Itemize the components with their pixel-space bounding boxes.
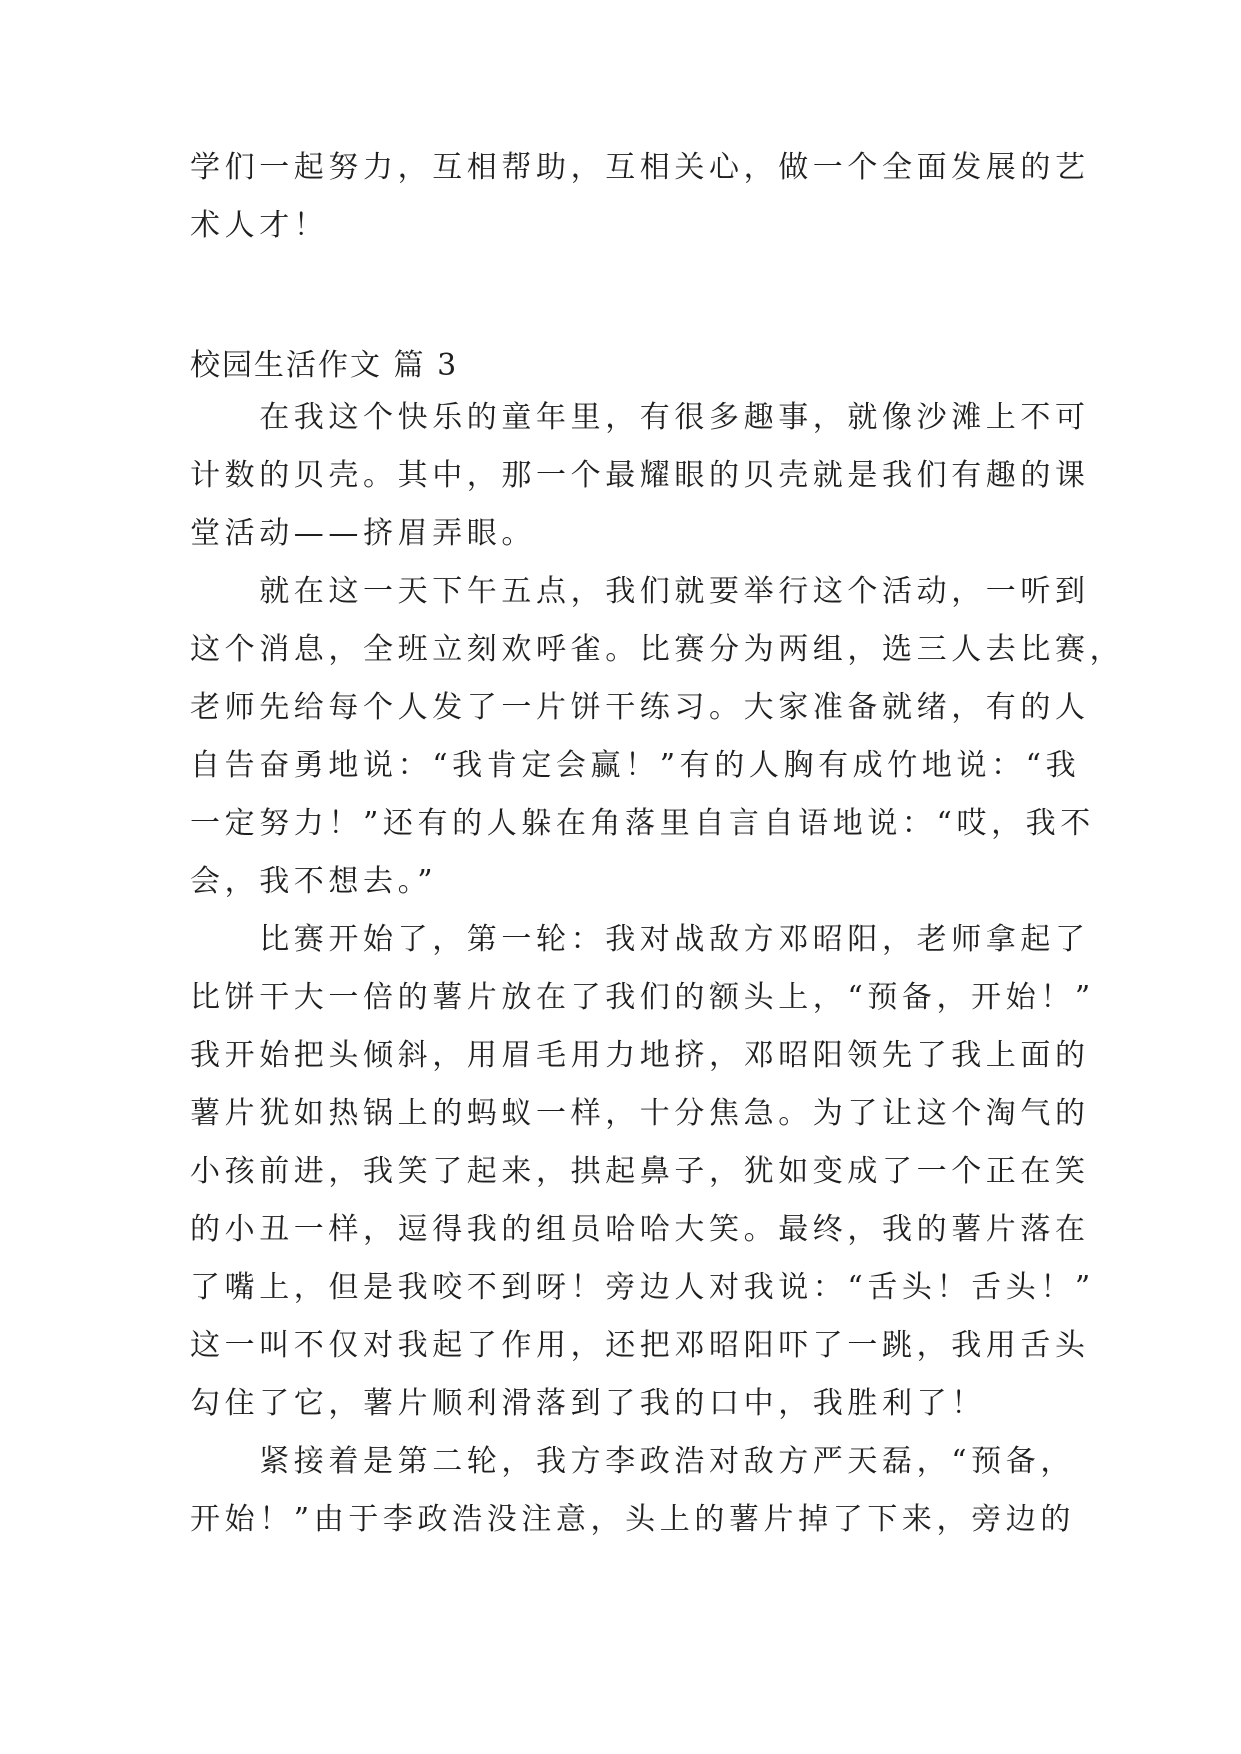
text-line: 一定努力！”还有的人躲在角落里自言自语地说：“哎，我不 xyxy=(190,806,1095,841)
text-line: 了嘴上，但是我咬不到呀！旁边人对我说：“舌头！舌头！” xyxy=(190,1270,1095,1305)
text-line: 紧接着是第二轮，我方李政浩对敌方严天磊，“预备， xyxy=(190,1444,1075,1479)
text-line: 堂活动——挤眉弄眼。 xyxy=(190,516,536,551)
text-line: 我开始把头倾斜，用眉毛用力地挤，邓昭阳领先了我上面的 xyxy=(190,1038,1090,1073)
text-line: 就在这一天下午五点，我们就要举行这个活动，一听到 xyxy=(190,574,1090,609)
text-line: 老师先给每个人发了一片饼干练习。大家准备就绪，有的人 xyxy=(190,690,1090,725)
text-line: 这个消息，全班立刻欢呼雀。比赛分为两组，选三人去比赛， xyxy=(190,632,1125,667)
text-line: 比饼干大一倍的薯片放在了我们的额头上，“预备，开始！” xyxy=(190,980,1095,1015)
text-line: 学们一起努力，互相帮助，互相关心，做一个全面发展的艺 xyxy=(190,150,1090,185)
text-line: 勾住了它，薯片顺利滑落到了我的口中，我胜利了！ xyxy=(190,1386,986,1421)
text-line: 术人才！ xyxy=(190,208,329,243)
text-line: 在我这个快乐的童年里，有很多趣事，就像沙滩上不可 xyxy=(190,400,1090,435)
section-heading: 校园生活作文 篇 3 xyxy=(190,348,459,383)
text-line: 自告奋勇地说：“我肯定会赢！”有的人胸有成竹地说：“我 xyxy=(190,748,1081,783)
text-line: 的小丑一样，逗得我的组员哈哈大笑。最终，我的薯片落在 xyxy=(190,1212,1090,1247)
text-line: 计数的贝壳。其中，那一个最耀眼的贝壳就是我们有趣的课 xyxy=(190,458,1090,493)
text-line: 小孩前进，我笑了起来，拱起鼻子，犹如变成了一个正在笑 xyxy=(190,1154,1090,1189)
text-line: 会，我不想去。” xyxy=(190,864,438,899)
text-line: 薯片犹如热锅上的蚂蚁一样，十分焦急。为了让这个淘气的 xyxy=(190,1096,1090,1131)
text-line: 开始！”由于李政浩没注意，头上的薯片掉了下来，旁边的 xyxy=(190,1502,1075,1537)
text-line: 比赛开始了，第一轮：我对战敌方邓昭阳，老师拿起了 xyxy=(190,922,1090,957)
text-line: 这一叫不仅对我起了作用，还把邓昭阳吓了一跳，我用舌头 xyxy=(190,1328,1090,1363)
